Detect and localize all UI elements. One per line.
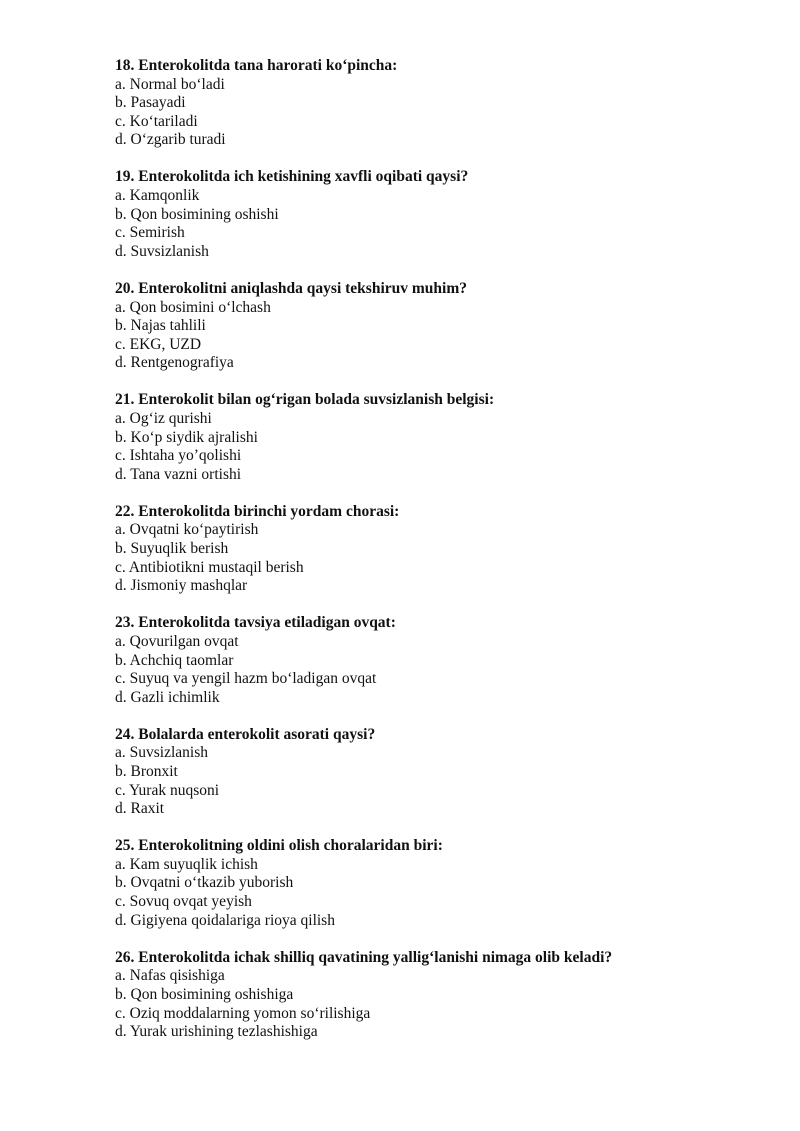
option-c: c. Koʻtariladi bbox=[115, 112, 198, 130]
option-d: d. Jismoniy mashqlar bbox=[115, 577, 248, 595]
question-title: 19. Enterokolitda ich ketishining xavfli oqibati qaysi? bbox=[115, 168, 469, 186]
question-23 bbox=[115, 614, 755, 707]
option-d: d. Yurak urishining tezlashishiga bbox=[115, 1023, 318, 1041]
question-title: 24. Bolalarda enterokolit asorati qaysi? bbox=[115, 725, 376, 743]
option-d: d. Suvsizlanish bbox=[115, 242, 209, 260]
option-a: a. Normal boʻladi bbox=[115, 75, 225, 93]
option-c: c. Oziq moddalarning yomon soʻrilishiga bbox=[115, 1004, 371, 1022]
option-d: d. Raxit bbox=[115, 800, 165, 818]
option-a: a. Qovurilgan ovqat bbox=[115, 632, 239, 650]
question-title: 20. Enterokolitni aniqlashda qaysi tekshiruv muhim? bbox=[115, 279, 467, 297]
option-a: a. Ovqatni koʻpaytirish bbox=[115, 521, 259, 539]
question-18 bbox=[115, 57, 755, 150]
option-b: b. Pasayadi bbox=[115, 94, 186, 112]
question-title: 21. Enterokolit bilan ogʻrigan bolada suvsizlanish belgisi: bbox=[115, 391, 495, 409]
question-25 bbox=[115, 837, 755, 930]
question-22 bbox=[115, 503, 755, 596]
option-b: b. Suyuqlik berish bbox=[115, 540, 229, 558]
option-c: c. EKG, UZD bbox=[115, 335, 202, 353]
question-21 bbox=[115, 391, 755, 484]
question-title: 26. Enterokolitda ichak shilliq qavatining yalligʻlanishi nimaga olib keladi? bbox=[115, 948, 613, 966]
question-title: 23. Enterokolitda tavsiya etiladigan ovqat: bbox=[115, 614, 396, 632]
option-c: c. Sovuq ovqat yeyish bbox=[115, 893, 252, 911]
option-d: d. Tana vazni ortishi bbox=[115, 465, 242, 483]
question-title: 18. Enterokolitda tana harorati koʻpincha: bbox=[115, 57, 398, 74]
option-d: d. Gazli ichimlik bbox=[115, 688, 220, 706]
question-title: 22. Enterokolitda birinchi yordam chorasi: bbox=[115, 502, 400, 520]
option-a: a. Suvsizlanish bbox=[115, 744, 208, 762]
option-d: d. Rentgenografiya bbox=[115, 354, 234, 372]
question-title: 25. Enterokolitning oldini olish choralaridan biri: bbox=[115, 837, 443, 855]
document-page bbox=[115, 57, 755, 1060]
option-d: d. Oʻzgarib turadi bbox=[115, 131, 226, 149]
option-a: a. Ogʻiz qurishi bbox=[115, 410, 212, 427]
option-d: d. Gigiyena qoidalariga rioya qilish bbox=[115, 911, 335, 929]
question-20 bbox=[115, 280, 755, 373]
option-b: b. Qon bosimining oshishi bbox=[115, 205, 279, 223]
question-26 bbox=[115, 949, 755, 1042]
option-c: c. Ishtaha yoʼqolishi bbox=[115, 447, 242, 465]
option-b: b. Qon bosimining oshishiga bbox=[115, 985, 294, 1003]
option-b: b. Bronxit bbox=[115, 763, 178, 780]
option-a: a. Kam suyuqlik ichish bbox=[115, 855, 258, 873]
question-19 bbox=[115, 168, 755, 261]
option-a: a. Qon bosimini oʻlchash bbox=[115, 298, 271, 316]
option-b: b. Ovqatni oʻtkazib yuborish bbox=[115, 874, 294, 892]
option-c: c. Yurak nuqsoni bbox=[115, 781, 220, 799]
option-a: a. Kamqonlik bbox=[115, 187, 200, 205]
option-b: b. Najas tahlili bbox=[115, 317, 206, 335]
option-b: b. Koʻp siydik ajralishi bbox=[115, 428, 258, 446]
option-a: a. Nafas qisishiga bbox=[115, 967, 225, 985]
option-b: b. Achchiq taomlar bbox=[115, 651, 234, 669]
question-24 bbox=[115, 726, 755, 819]
option-c: c. Suyuq va yengil hazm boʻladigan ovqat bbox=[115, 670, 377, 688]
option-c: c. Antibiotikni mustaqil berish bbox=[115, 558, 304, 576]
option-c: c. Semirish bbox=[115, 224, 185, 242]
